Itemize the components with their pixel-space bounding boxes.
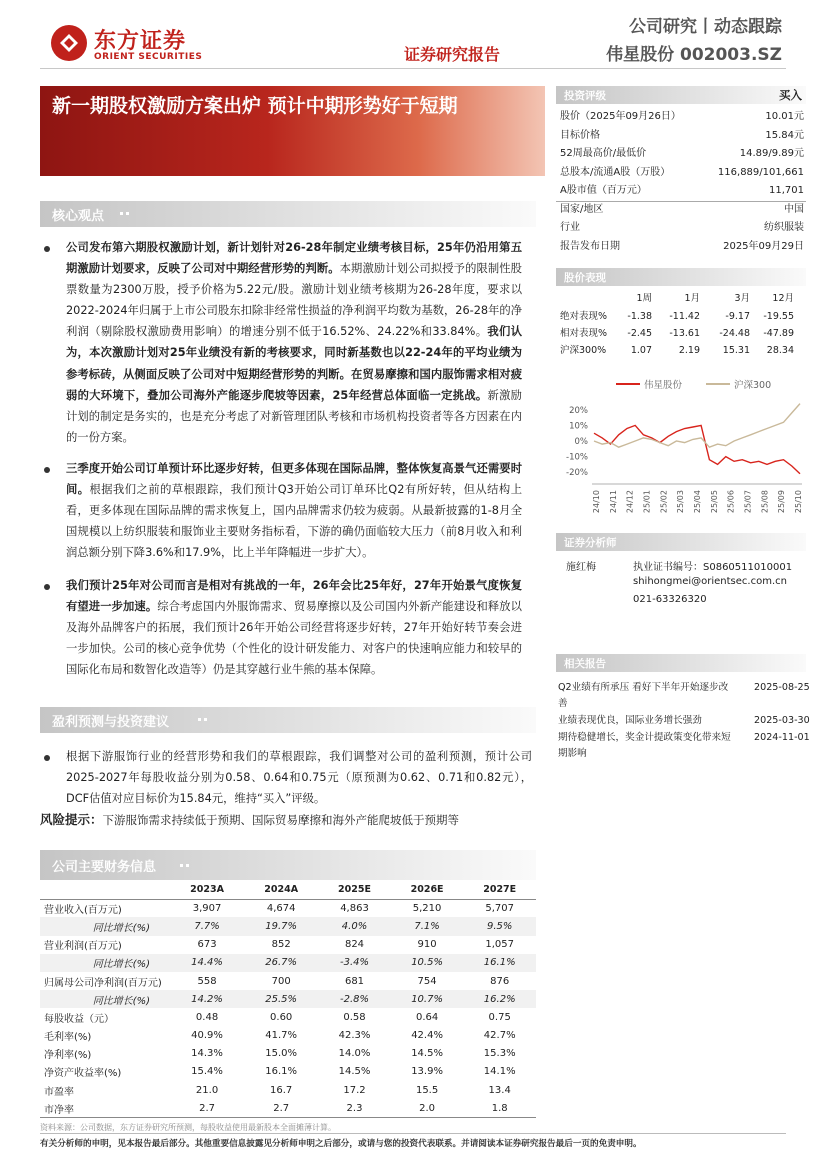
performance-row-label: 沪深300% [560, 345, 607, 356]
core-point-1-text2: 新激励计划的制定是务实的，也是充分考虑了对新管理团队考核和市场机构投资者等各方因素在内的一份方案。 [66, 388, 522, 444]
section-financial [40, 850, 536, 880]
financial-value: 10.5% [391, 954, 464, 972]
rating-row [556, 238, 806, 257]
report-title: 新一期股权激励方案出炉 预计中期形势好于短期 [52, 95, 458, 117]
performance-row-label: 相对表现% [560, 328, 608, 339]
core-point-2 [66, 458, 522, 563]
x-tick-label: 24/11 [608, 490, 618, 514]
financial-value: 2.0 [391, 1099, 464, 1117]
financial-year: 2024A [244, 881, 318, 899]
financial-row [40, 954, 536, 972]
financial-value: 681 [344, 975, 365, 987]
performance-row [556, 325, 806, 342]
financial-value: 14.3% [191, 1048, 223, 1060]
y-tick-label: 10% [569, 421, 588, 432]
financial-value: 7.1% [391, 917, 464, 935]
core-point-3-text: 综合考虑国内外服饰需求、贸易摩擦以及公司国内外新产能建设和释放以及海外品牌客户的拓展，我们预计26年开始公司经营将逐步好转，27年开始好转节奏会进一步加快。公司的核心竞争优势（个性化的设计研发能力、对客户的快速响应能力和较早的国际化布局和数智化改造等）仍是其穿越行业牛熊的基本保障。 [66, 600, 522, 677]
financial-value: 910 [417, 939, 437, 951]
logo-text-cn: 东方证券 [94, 29, 187, 54]
y-tick-label: -10% [566, 452, 588, 463]
financial-row [40, 1099, 536, 1117]
footer-divider [40, 1133, 786, 1134]
stock-name-code: 伟星股份 002003.SZ [606, 45, 782, 65]
related-report-title[interactable]: Q2业绩有所承压 看好下半年开始逐步改善 [558, 682, 729, 709]
financial-value: 14.5% [338, 1066, 371, 1078]
core-point-2-text: 根据我们之前的草根跟踪，我们预计Q3开始公司订单环比Q2有所好转，但从结构上看，更多体现在国际品牌的需求恢复上，国内品牌需求仍较为疲弱。从最新披露的1-8月全国规模以上纺织服装和服饰业主要财务指标看，下游的确仍面临较大压力（前8月收入和利润总额分别下降3.6%和17.9%，比上半年降幅进一步扩大）。 [66, 483, 522, 560]
legend-label: 伟星股份 [644, 380, 683, 391]
price-chart [556, 374, 806, 520]
x-tick-label: 25/06 [726, 490, 736, 514]
financial-row-label: 营业利润(百万元) [44, 941, 122, 953]
financial-value: 0.60 [270, 1011, 293, 1023]
financial-value: 7.7% [170, 917, 244, 935]
financial-row-label: 归属母公司净利润(百万元) [44, 977, 162, 989]
core-point-2-bold: 三季度开始公司订单预计环比逐步好转，但更多体现在国际品牌，整体恢复高景气还需要时间。 [66, 462, 522, 497]
financial-row-label: 市净率 [40, 1099, 170, 1117]
analyst-header [556, 533, 806, 551]
section-dot [126, 212, 129, 215]
core-point-3-bold: 我们预计25年对公司而言是相对有挑战的一年，26年会比25年好，27年开始景气度恢复有望进一步加速。 [66, 579, 522, 614]
performance-value: -19.55 [763, 311, 794, 322]
financial-row-label: 净资产收益率(%) [44, 1068, 122, 1080]
section-dot [186, 864, 189, 867]
performance-value: 28.34 [766, 345, 794, 356]
section-forecast [40, 707, 536, 733]
financial-value: 42.7% [483, 1030, 516, 1042]
core-point-1-text: 本期激励计划公司拟授予的限制性股票数量为2300万股，授予价格为5.22元/股。激励计划业绩考核期为26-28年度，要求以2022-2024年归属于上市公司股东扣除非经常性损益的净利润平均数为基数，26-28年的净利润（剔除股权激励费用影响）的增速分别不低于16.52%、24.22%和33.84%。 [66, 262, 522, 339]
financial-value: 21.0 [195, 1084, 219, 1096]
financial-value: 26.7% [244, 954, 318, 972]
x-tick-label: 25/03 [676, 490, 686, 514]
rating-label: 52周最高价/最低价 [560, 148, 647, 159]
financial-value: 19.7% [244, 917, 318, 935]
financial-value: -2.8% [318, 990, 391, 1008]
logo-text-en: ORIENT SECURITIES [94, 52, 203, 62]
orient-logo-icon [50, 24, 88, 62]
section-title: 公司主要财务信息 [52, 860, 157, 875]
financial-value: 3,907 [192, 903, 222, 915]
series-line [594, 425, 800, 473]
financial-value: 40.9% [191, 1030, 223, 1042]
rating-row [556, 108, 806, 127]
performance-col-header [556, 290, 806, 307]
risk-note [40, 810, 540, 828]
performance-col-label: 1周 [636, 293, 652, 304]
related-report-title[interactable]: 期待稳健增长，奖金计提政策变化带来短期影响 [558, 732, 731, 759]
financial-value: 5,707 [485, 903, 514, 915]
section-title: 核心观点 [52, 209, 105, 224]
related-header-label: 相关报告 [564, 658, 606, 670]
x-tick-label: 24/10 [592, 490, 601, 514]
financial-value: 15.5 [415, 1084, 439, 1096]
performance-value: -1.38 [627, 311, 652, 322]
financial-value: 15.3% [483, 1048, 516, 1060]
core-point-1 [66, 237, 522, 448]
financial-header-row [40, 881, 536, 899]
rating-value-cell: 纺织服装 [764, 222, 804, 233]
performance-value: -24.48 [719, 328, 750, 339]
rating-header-label: 投资评级 [564, 90, 606, 102]
header-divider [40, 68, 786, 69]
financial-value: 2.7 [244, 1099, 318, 1117]
financial-year: 2025E [318, 881, 391, 899]
financial-value: 0.58 [343, 1011, 366, 1023]
performance-value: 1.07 [630, 345, 652, 356]
financial-value: 16.1% [463, 954, 536, 972]
financial-value: 15.0% [265, 1048, 298, 1060]
financial-value: 17.2 [343, 1084, 366, 1096]
financial-value: 876 [490, 975, 510, 987]
related-report-date: 2025-08-25 [754, 682, 810, 693]
related-report-title[interactable]: 业绩表现优良，国际业务增长强劲 [558, 715, 702, 726]
financial-row [40, 1081, 536, 1099]
financial-year: 2027E [463, 881, 536, 899]
rating-value-cell: 11,701 [769, 185, 804, 196]
bullet-icon [44, 584, 50, 590]
financial-value: 42.3% [338, 1030, 371, 1042]
bullet-icon [44, 755, 50, 761]
financial-row [40, 1027, 536, 1045]
report-type: 证券研究报告 [404, 45, 501, 64]
financial-row-label: 同比增长(%) [40, 917, 170, 935]
x-tick-label: 25/05 [709, 490, 719, 514]
x-tick-label: 25/09 [777, 490, 787, 514]
performance-col-label: 12月 [772, 293, 794, 304]
rating-value-cell: 2025年09月29日 [723, 240, 804, 252]
financial-row [40, 1063, 536, 1081]
y-tick-label: 20% [569, 405, 588, 416]
financial-value: 754 [417, 975, 437, 987]
risk-text: 下游服饰需求持续低于预期、国际贸易摩擦和海外产能爬坡低于预期等 [102, 813, 460, 827]
rating-label: 总股本/流通A股（万股） [560, 166, 671, 178]
section-dot [180, 864, 183, 867]
performance-value: -13.61 [669, 328, 700, 339]
performance-col-label: 1月 [684, 293, 700, 304]
rating-row [556, 201, 806, 220]
financial-value: 10.7% [391, 990, 464, 1008]
financial-row [40, 936, 536, 954]
financial-table [40, 881, 536, 1118]
financial-row [40, 1008, 536, 1026]
financial-value: 25.5% [244, 990, 318, 1008]
rating-label: 报告发布日期 [560, 240, 620, 252]
related-header [556, 654, 806, 672]
financial-value: 4,863 [340, 903, 369, 915]
financial-value: 2.3 [318, 1099, 391, 1117]
financial-row-label: 同比增长(%) [40, 990, 170, 1008]
analyst-email[interactable]: shihongmei@orientsec.com.cn [633, 576, 787, 587]
performance-value: 15.31 [722, 345, 750, 356]
x-tick-label: 25/02 [659, 490, 669, 514]
analyst-header-label: 证券分析师 [564, 537, 617, 549]
company-logo [50, 22, 220, 66]
financial-row [40, 917, 536, 935]
section-dot [198, 718, 201, 721]
bullet-icon [44, 246, 50, 252]
rating-value-cell: 10.01元 [765, 111, 804, 122]
financial-header-blank [40, 881, 170, 899]
x-tick-label: 24/12 [625, 490, 635, 514]
financial-value: 4,674 [266, 903, 296, 915]
section-dot [204, 718, 207, 721]
financial-row [40, 990, 536, 1008]
series-line [594, 404, 800, 448]
financial-value: 14.5% [411, 1048, 443, 1060]
financial-row-label: 每股收益（元） [44, 1013, 114, 1025]
x-tick-label: 25/08 [760, 490, 770, 514]
rating-label: A股市值（百万元） [560, 185, 647, 196]
footer-disclaimer: 有关分析师的申明，见本报告最后部分。其他重要信息披露见分析师申明之后部分，或请与您的投资代表联系。并请阅读本证券研究报告最后一页的免责申明。 [40, 1139, 642, 1149]
rating-row [556, 182, 806, 201]
financial-value: 13.9% [411, 1066, 443, 1078]
rating-row [556, 164, 806, 183]
rating-label: 国家/地区 [560, 203, 604, 215]
rating-row [556, 145, 806, 164]
financial-value: 5,210 [412, 903, 442, 915]
rating-label: 行业 [560, 222, 580, 233]
rating-value-cell: 15.84元 [765, 129, 804, 141]
financial-value: 14.4% [170, 954, 244, 972]
financial-value: 673 [197, 939, 217, 951]
section-core-views [40, 201, 536, 227]
financial-value: 15.4% [191, 1066, 223, 1078]
rating-value-cell: 116,889/101,661 [717, 166, 804, 178]
rating-label: 目标价格 [560, 129, 600, 141]
financial-row-label: 净利率(%) [44, 1050, 92, 1062]
x-tick-label: 25/07 [743, 490, 753, 514]
analyst-cert: 执业证书编号：S0860511010001 [633, 562, 793, 573]
legend-label: 沪深300 [734, 380, 772, 391]
financial-value: 41.7% [265, 1030, 298, 1042]
financial-row [40, 1045, 536, 1063]
related-report-date: 2025-03-30 [754, 715, 810, 726]
performance-value: -2.45 [627, 328, 652, 339]
x-tick-label: 25/01 [642, 490, 652, 514]
performance-header-label: 股价表现 [564, 272, 606, 284]
rating-value-cell: 中国 [784, 203, 804, 215]
financial-row-label: 营业收入(百万元) [44, 905, 122, 917]
rating-value: 买入 [779, 88, 802, 102]
risk-label: 风险提示： [40, 812, 103, 827]
financial-value: 14.2% [170, 990, 244, 1008]
section-dot [120, 212, 123, 215]
financial-value: 0.75 [488, 1011, 511, 1023]
financial-value: 42.4% [411, 1030, 443, 1042]
financial-row [40, 972, 536, 990]
x-tick-label: 25/10 [794, 490, 803, 514]
rating-header [556, 86, 806, 104]
report-category: 公司研究丨动态跟踪 [629, 17, 782, 37]
financial-value: 0.48 [195, 1011, 219, 1023]
financial-value: 4.0% [318, 917, 391, 935]
financial-value: 9.5% [463, 917, 536, 935]
rating-row [556, 219, 806, 238]
financial-value: 1,057 [485, 939, 514, 951]
performance-col-label: 3月 [734, 293, 750, 304]
core-point-3 [66, 575, 522, 680]
core-point-1-bold2: 我们认为，本次激励计划对25年业绩没有新的考核要求，同时新基数也以22-24年的平均业绩为参考标砖，从侧面反映了公司对中短期经营形势的判断。在贸易摩擦和国内服饰需求相对疲弱的大环境下，叠加公司海外产能逐步爬坡等因素，25年经营总体面临一定挑战。 [66, 325, 522, 402]
financial-row-label: 市盈率 [44, 1086, 74, 1098]
financial-value: -3.4% [318, 954, 391, 972]
bullet-icon [44, 467, 50, 473]
financial-value: 14.0% [338, 1048, 371, 1060]
financial-value: 0.64 [415, 1011, 439, 1023]
rating-value-cell: 14.89/9.89元 [739, 148, 804, 159]
data-source: 资料来源：公司数据，东方证券研究所预测，每股收益使用最新股本全面摊薄计算。 [40, 1123, 336, 1132]
financial-value: 16.2% [463, 990, 536, 1008]
core-point-1-bold: 公司发布第六期股权激励计划，新计划针对26-28年制定业绩考核目标，25年仍沿用第五期激励计划要求，反映了公司对中期经营形势的判断。 [66, 241, 522, 276]
financial-year: 2023A [170, 881, 244, 899]
financial-row-label: 同比增长(%) [40, 954, 170, 972]
financial-value: 700 [271, 975, 291, 987]
performance-value: 2.19 [678, 345, 700, 356]
financial-row [40, 899, 536, 917]
financial-value: 16.1% [265, 1066, 298, 1078]
y-tick-label: 0% [574, 437, 588, 447]
financial-row-label: 毛利率(%) [44, 1032, 92, 1044]
analyst-name: 施红梅 [566, 562, 596, 573]
performance-value: -47.89 [763, 328, 794, 339]
y-tick-label: -20% [566, 468, 588, 479]
financial-value: 13.4 [488, 1084, 511, 1096]
financial-year: 2026E [391, 881, 464, 899]
performance-header [556, 268, 806, 286]
related-report-date: 2024-11-01 [754, 732, 810, 743]
performance-value: -11.42 [669, 311, 700, 322]
financial-value: 14.1% [483, 1066, 516, 1078]
performance-row [556, 342, 806, 359]
analyst-phone: 021-63326320 [633, 594, 707, 605]
performance-value: -9.17 [725, 311, 750, 322]
forecast-text: 根据下游服饰行业的经营形势和我们的草根跟踪，我们调整对公司的盈利预测，预计公司2025-2027年每股收益分别为0.58、0.64和0.75元（原预测为0.62、0.71和0.82元），DCF估值对应目标价为15.84元，维持“买入”评级。 [66, 750, 532, 806]
rating-row [556, 127, 806, 146]
performance-row [556, 308, 806, 325]
section-title: 盈利预测与投资建议 [52, 715, 170, 730]
financial-value: 852 [271, 939, 291, 951]
financial-value: 1.8 [463, 1099, 536, 1117]
financial-value: 824 [344, 939, 365, 951]
performance-row-label: 绝对表现% [560, 311, 608, 322]
x-tick-label: 25/04 [693, 490, 702, 514]
financial-value: 558 [197, 975, 217, 987]
rating-label: 股价（2025年09月26日） [560, 111, 681, 122]
financial-value: 2.7 [170, 1099, 244, 1117]
financial-value: 16.7 [270, 1084, 293, 1096]
